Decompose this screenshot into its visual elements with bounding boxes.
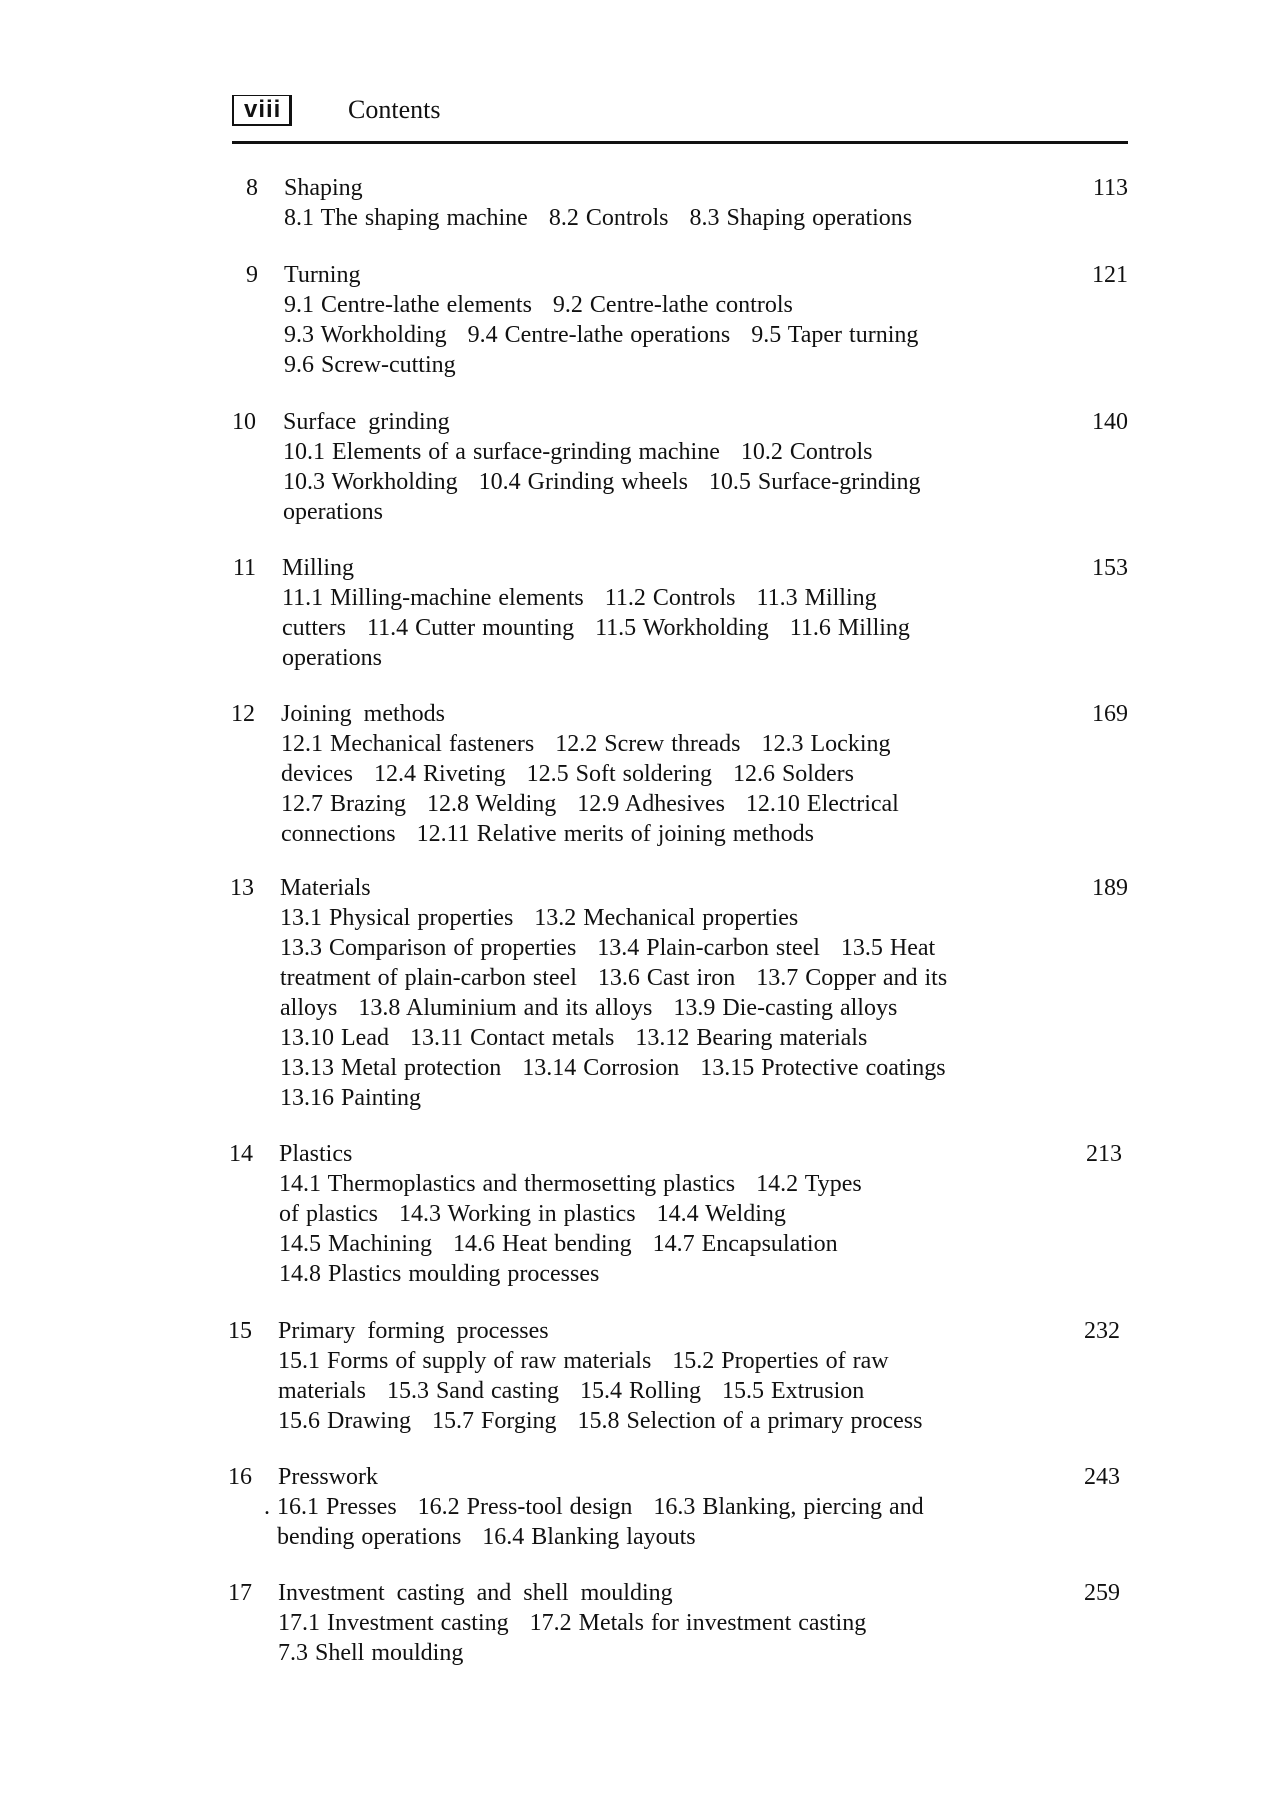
chapter-sections bbox=[284, 203, 912, 233]
chapter-page: 113 bbox=[1092, 175, 1128, 201]
section-line: 14.1 Thermoplastics and thermosetting plastics 14.2 Types bbox=[279, 1171, 862, 1197]
chapter-page: 169 bbox=[1092, 701, 1128, 727]
chapter-title: Primary forming processes bbox=[278, 1318, 549, 1344]
section-line: 9.6 Screw-cutting bbox=[284, 352, 456, 378]
chapter-sections bbox=[278, 1346, 922, 1436]
section-line: 8.1 The shaping machine 8.2 Controls 8.3 Shaping operations bbox=[284, 205, 913, 231]
section-line: alloys 13.8 Aluminium and its alloys 13.9 Die-casting alloys bbox=[280, 995, 898, 1021]
section-line: 14.8 Plastics moulding processes bbox=[279, 1261, 600, 1287]
chapter-title: Presswork bbox=[278, 1464, 378, 1490]
chapter-number: 17 bbox=[228, 1580, 252, 1606]
chapter-page: 232 bbox=[1084, 1318, 1120, 1344]
header-rule bbox=[232, 141, 1128, 144]
section-line: bending operations 16.4 Blanking layouts bbox=[277, 1524, 696, 1550]
chapter-sections bbox=[264, 1492, 924, 1552]
chapter-page: 243 bbox=[1084, 1464, 1120, 1490]
chapter-sections bbox=[280, 903, 947, 1113]
section-line: devices 12.4 Riveting 12.5 Soft soldering 12.6 Solders bbox=[281, 761, 854, 787]
chapter-sections bbox=[278, 1608, 866, 1668]
section-line: 10.1 Elements of a surface-grinding machine 10.2 Controls bbox=[283, 439, 873, 465]
chapter-number: 11 bbox=[232, 555, 256, 581]
chapter-number: 9 bbox=[246, 262, 258, 288]
chapter-number: 14 bbox=[229, 1141, 253, 1167]
page-number: viii bbox=[232, 95, 292, 126]
chapter-page: 153 bbox=[1092, 555, 1128, 581]
chapter-title: Milling bbox=[282, 555, 355, 581]
running-title: Contents bbox=[348, 95, 441, 124]
section-line: 13.1 Physical properties 13.2 Mechanical properties bbox=[280, 905, 799, 931]
chapter-number: 8 bbox=[246, 175, 258, 201]
section-line: treatment of plain-carbon steel 13.6 Cast iron 13.7 Copper and its bbox=[280, 965, 948, 991]
section-line: 9.3 Workholding 9.4 Centre-lathe operations 9.5 Taper turning bbox=[284, 322, 919, 348]
chapter-sections bbox=[282, 583, 910, 673]
chapter-number: 12 bbox=[231, 701, 255, 727]
chapter-sections bbox=[281, 729, 899, 849]
chapter-sections bbox=[284, 290, 918, 380]
section-line: 13.16 Painting bbox=[280, 1085, 422, 1111]
chapter-page: 121 bbox=[1092, 262, 1128, 288]
chapter-sections bbox=[283, 437, 921, 527]
section-line: of plastics 14.3 Working in plastics 14.4 Welding bbox=[279, 1201, 786, 1227]
section-line: 13.13 Metal protection 13.14 Corrosion 13.15 Protective coatings bbox=[280, 1055, 946, 1081]
section-line: 10.3 Workholding 10.4 Grinding wheels 10.5 Surface-grinding bbox=[283, 469, 921, 495]
section-line: 14.5 Machining 14.6 Heat bending 14.7 Encapsulation bbox=[279, 1231, 838, 1257]
section-line: cutters 11.4 Cutter mounting 11.5 Workholding 11.6 Milling bbox=[282, 615, 910, 641]
chapter-page: 213 bbox=[1086, 1141, 1122, 1167]
chapter-title: Joining methods bbox=[281, 701, 446, 727]
chapter-title: Investment casting and shell moulding bbox=[278, 1580, 673, 1606]
chapter-title: Plastics bbox=[279, 1141, 353, 1167]
section-line: 9.1 Centre-lathe elements 9.2 Centre-lathe controls bbox=[284, 292, 793, 318]
chapter-number: 15 bbox=[228, 1318, 252, 1344]
section-line: connections 12.11 Relative merits of joining methods bbox=[281, 821, 815, 847]
section-line: operations bbox=[282, 645, 382, 671]
section-line: materials 15.3 Sand casting 15.4 Rolling 15.5 Extrusion bbox=[278, 1378, 865, 1404]
chapter-title: Turning bbox=[284, 262, 361, 288]
chapter-sections bbox=[279, 1169, 862, 1289]
section-line: operations bbox=[283, 499, 383, 525]
chapter-number: 10 bbox=[232, 409, 256, 435]
section-line: 11.1 Milling-machine elements 11.2 Controls 11.3 Milling bbox=[282, 585, 877, 611]
section-line: 7.3 Shell moulding bbox=[278, 1640, 464, 1666]
section-line: . 16.1 Presses 16.2 Press-tool design 16.3 Blanking, piercing and bbox=[264, 1494, 924, 1520]
chapter-page: 189 bbox=[1092, 875, 1128, 901]
chapter-number: 13 bbox=[230, 875, 254, 901]
chapter-title: Shaping bbox=[284, 175, 363, 201]
chapter-title: Materials bbox=[280, 875, 371, 901]
section-line: 12.1 Mechanical fasteners 12.2 Screw threads 12.3 Locking bbox=[281, 731, 891, 757]
chapter-page: 259 bbox=[1084, 1580, 1120, 1606]
section-line: 12.7 Brazing 12.8 Welding 12.9 Adhesives 12.10 Electrical bbox=[281, 791, 899, 817]
chapter-title: Surface grinding bbox=[283, 409, 450, 435]
page-header bbox=[232, 95, 1128, 145]
section-line: 13.10 Lead 13.11 Contact metals 13.12 Bearing materials bbox=[280, 1025, 868, 1051]
section-line: 15.1 Forms of supply of raw materials 15.2 Properties of raw bbox=[278, 1348, 889, 1374]
section-line: 17.1 Investment casting 17.2 Metals for investment casting bbox=[278, 1610, 867, 1636]
chapter-number: 16 bbox=[228, 1464, 252, 1490]
section-line: 13.3 Comparison of properties 13.4 Plain-carbon steel 13.5 Heat bbox=[280, 935, 936, 961]
chapter-page: 140 bbox=[1092, 409, 1128, 435]
section-line: 15.6 Drawing 15.7 Forging 15.8 Selection of a primary process bbox=[278, 1408, 923, 1434]
